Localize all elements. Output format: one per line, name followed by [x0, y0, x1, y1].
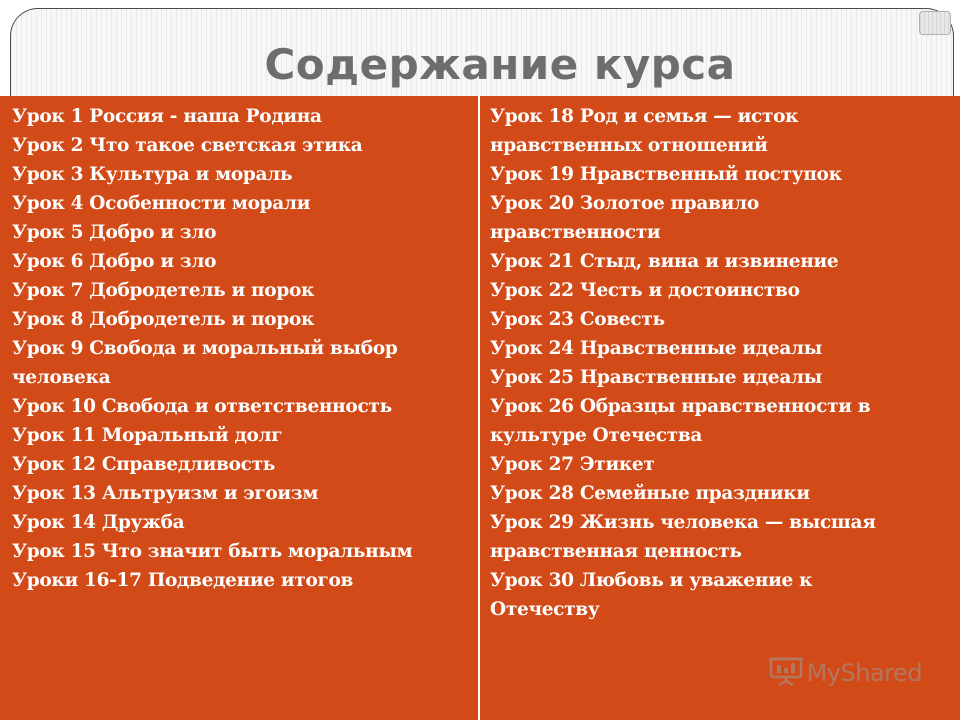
lessons-column-left — [0, 96, 480, 720]
slide-title: Содержание курса — [264, 40, 736, 89]
lesson-item: Урок 29 Жизнь человека — высшая нравственная ценность — [490, 512, 876, 562]
lesson-item: Урок 4 Особенности морали — [12, 193, 311, 214]
lesson-item: Урок 9 Свобода и моральный выбор человека — [12, 338, 398, 388]
watermark-text: MyShared — [806, 659, 922, 687]
lesson-item: Урок 22 Честь и достоинство — [490, 280, 800, 301]
lesson-item: Урок 13 Альтруизм и эгоизм — [12, 483, 319, 504]
lesson-item: Урок 15 Что значит быть моральным — [12, 541, 413, 562]
lesson-item: Урок 19 Нравственный поступок — [490, 164, 842, 185]
lesson-item: Урок 11 Моральный долг — [12, 425, 283, 446]
presentation-board-icon — [769, 656, 803, 690]
lesson-item: Урок 18 Род и семья — исток нравственных отношений — [490, 106, 799, 156]
lesson-item: Урок 7 Добродетель и порок — [12, 280, 315, 301]
lesson-item: Урок 10 Свобода и ответственность — [12, 396, 392, 417]
lesson-item: Урок 26 Образцы нравственности в культуре Отечества — [490, 396, 871, 446]
lesson-item: Урок 3 Культура и мораль — [12, 164, 293, 185]
lessons-column-right — [480, 96, 960, 720]
lesson-item: Урок 2 Что такое светская этика — [12, 135, 363, 156]
corner-tab — [919, 11, 951, 35]
lesson-item: Уроки 16-17 Подведение итогов — [12, 570, 354, 591]
lesson-item: Урок 1 Россия - наша Родина — [12, 106, 322, 127]
lesson-item: Урок 30 Любовь и уважение к Отечеству — [490, 570, 813, 620]
lesson-item: Урок 27 Этикет — [490, 454, 655, 475]
lessons-table — [0, 96, 960, 720]
lesson-item: Урок 14 Дружба — [12, 512, 185, 533]
lesson-item: Урок 8 Добродетель и порок — [12, 309, 315, 330]
lesson-item: Урок 5 Добро и зло — [12, 222, 217, 243]
lesson-item: Урок 25 Нравственные идеалы — [490, 367, 823, 388]
lesson-item: Урок 21 Стыд, вина и извинение — [490, 251, 839, 272]
lesson-item: Урок 12 Справедливость — [12, 454, 276, 475]
lesson-item: Урок 28 Семейные праздники — [490, 483, 810, 504]
lesson-item: Урок 6 Добро и зло — [12, 251, 217, 272]
lesson-item: Урок 24 Нравственные идеалы — [490, 338, 823, 359]
watermark — [769, 656, 922, 690]
lesson-item: Урок 23 Совесть — [490, 309, 665, 330]
lesson-item: Урок 20 Золотое правило нравственности — [490, 193, 759, 243]
